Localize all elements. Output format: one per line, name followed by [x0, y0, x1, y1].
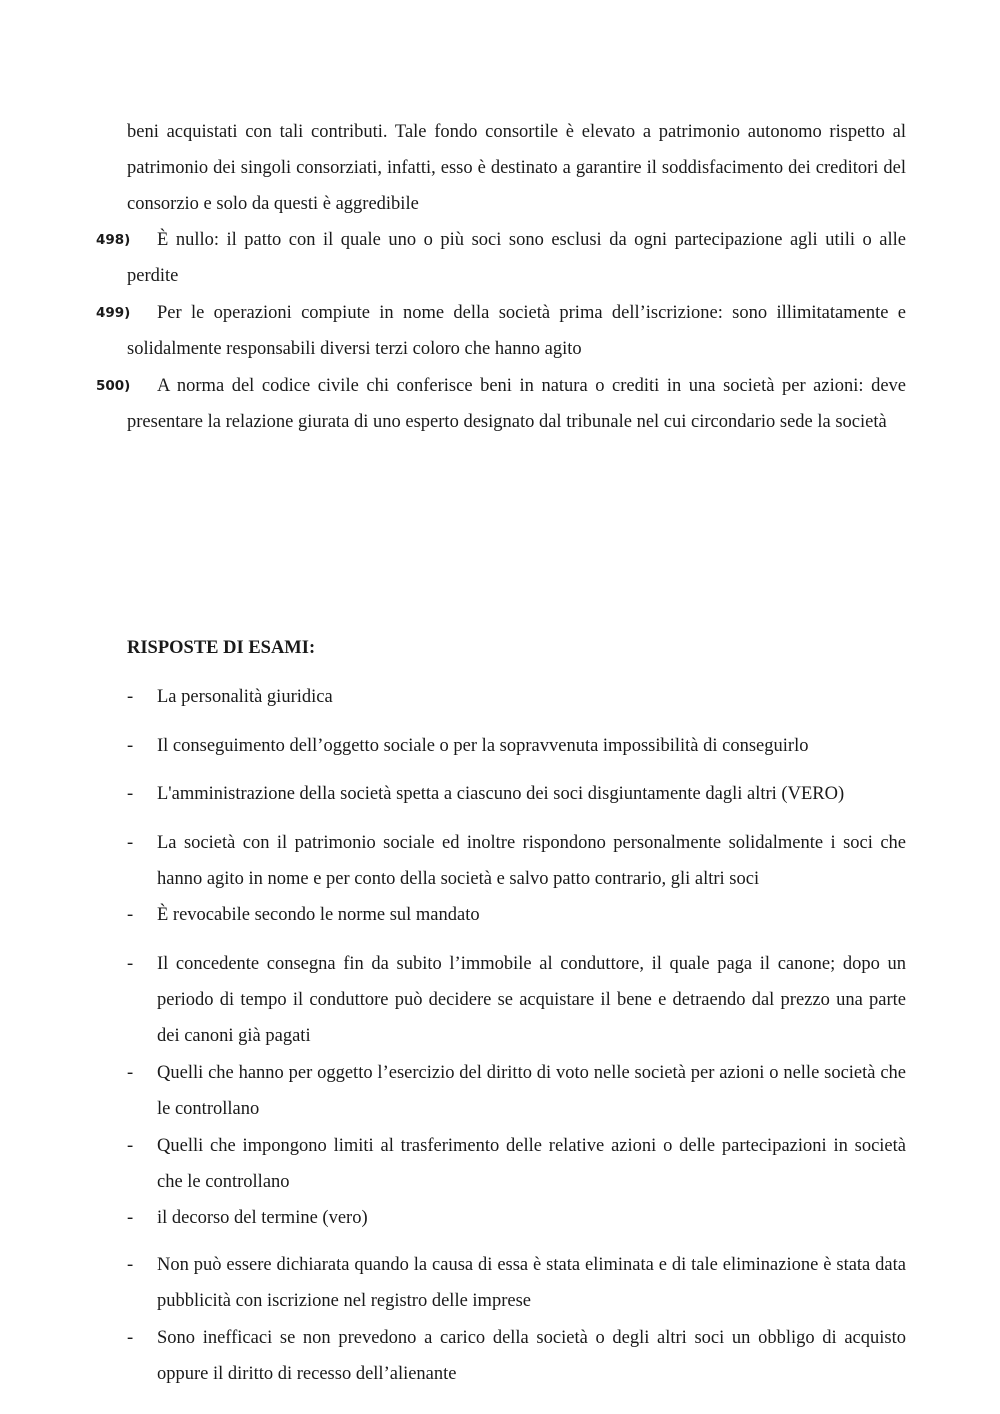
answer-text: Il concedente consegna fin da subito l’immobile al conduttore, il quale paga il canone; dopo un periodo di tempo il conduttore può decidere se acquistare il bene e detraendo dal prezzo una parte dei canoni già pagati	[157, 954, 906, 1046]
question-text: Per le operazioni compiute in nome della società prima dell’iscrizione: sono illimitatamente e solidalmente responsabili diversi terzi coloro che hanno agito	[127, 303, 906, 359]
answer-item	[127, 1247, 906, 1319]
bullet-dash: -	[127, 1255, 134, 1275]
answer-text: Quelli che impongono limiti al trasferimento delle relative azioni o delle partecipazioni in società che le controllano	[157, 1136, 906, 1192]
answer-item	[127, 679, 906, 715]
bullet-dash: -	[127, 1208, 134, 1228]
answer-text: il decorso del termine (vero)	[157, 1208, 368, 1228]
bullet-dash: -	[127, 1136, 134, 1156]
answer-text: Non può essere dichiarata quando la causa di essa è stata eliminata e di tale eliminazione è stata data pubblicità con iscrizione nel registro delle imprese	[157, 1255, 906, 1311]
answer-item	[127, 1200, 906, 1236]
question-text: A norma del codice civile chi conferisce beni in natura o crediti in una società per azioni: deve presentare la relazione giurata di uno esperto designato dal tribunale nel cui circondario sede la società	[127, 376, 906, 432]
bullet-dash: -	[127, 687, 134, 707]
answer-item	[127, 1320, 906, 1392]
bullet-dash: -	[127, 1063, 134, 1083]
answer-item	[127, 897, 906, 933]
answer-item	[127, 825, 906, 897]
bullet-dash: -	[127, 784, 134, 804]
answer-item	[127, 1128, 906, 1200]
question-number: 498)	[96, 232, 131, 248]
bullet-dash: -	[127, 833, 134, 853]
bullet-dash: -	[127, 905, 134, 925]
answer-text: È revocabile secondo le norme sul mandato	[157, 905, 480, 925]
bullet-dash: -	[127, 954, 134, 974]
question-item-499	[96, 295, 906, 367]
question-text: È nullo: il patto con il quale uno o più soci sono esclusi da ogni partecipazione agli utili o alle perdite	[127, 230, 906, 286]
question-item-500	[96, 368, 906, 440]
answer-text: Il conseguimento dell’oggetto sociale o per la sopravvenuta impossibilità di conseguirlo	[157, 736, 809, 756]
answers-heading: RISPOSTE DI ESAMI:	[127, 638, 316, 658]
continuation-paragraph: beni acquistati con tali contributi. Tale fondo consortile è elevato a patrimonio autonomo rispetto al patrimonio dei singoli consorziati, infatti, esso è destinato a garantire il soddisfacimento dei creditori del consorzio e solo da questi è aggredibile	[127, 122, 906, 214]
answer-text: L'amministrazione della società spetta a ciascuno dei soci disgiuntamente dagli altri (VERO)	[157, 784, 845, 804]
question-number: 499)	[96, 305, 131, 321]
bullet-dash: -	[127, 736, 134, 756]
answer-text: Quelli che hanno per oggetto l’esercizio del diritto di voto nelle società per azioni o nelle società che le controllano	[157, 1063, 906, 1119]
question-item-498	[96, 222, 906, 294]
answer-item	[127, 728, 906, 764]
question-number: 500)	[96, 378, 131, 394]
answer-item	[127, 1055, 906, 1127]
answer-item	[127, 776, 906, 812]
answer-text: La personalità giuridica	[157, 687, 333, 707]
bullet-dash: -	[127, 1328, 134, 1348]
answer-item	[127, 946, 906, 1054]
answer-text: La società con il patrimonio sociale ed inoltre rispondono personalmente solidalmente i soci che hanno agito in nome e per conto della società e salvo patto contrario, gli altri soci	[157, 833, 906, 889]
answer-text: Sono inefficaci se non prevedono a carico della società o degli altri soci un obbligo di acquisto oppure il diritto di recesso dell’alienante	[157, 1328, 906, 1384]
